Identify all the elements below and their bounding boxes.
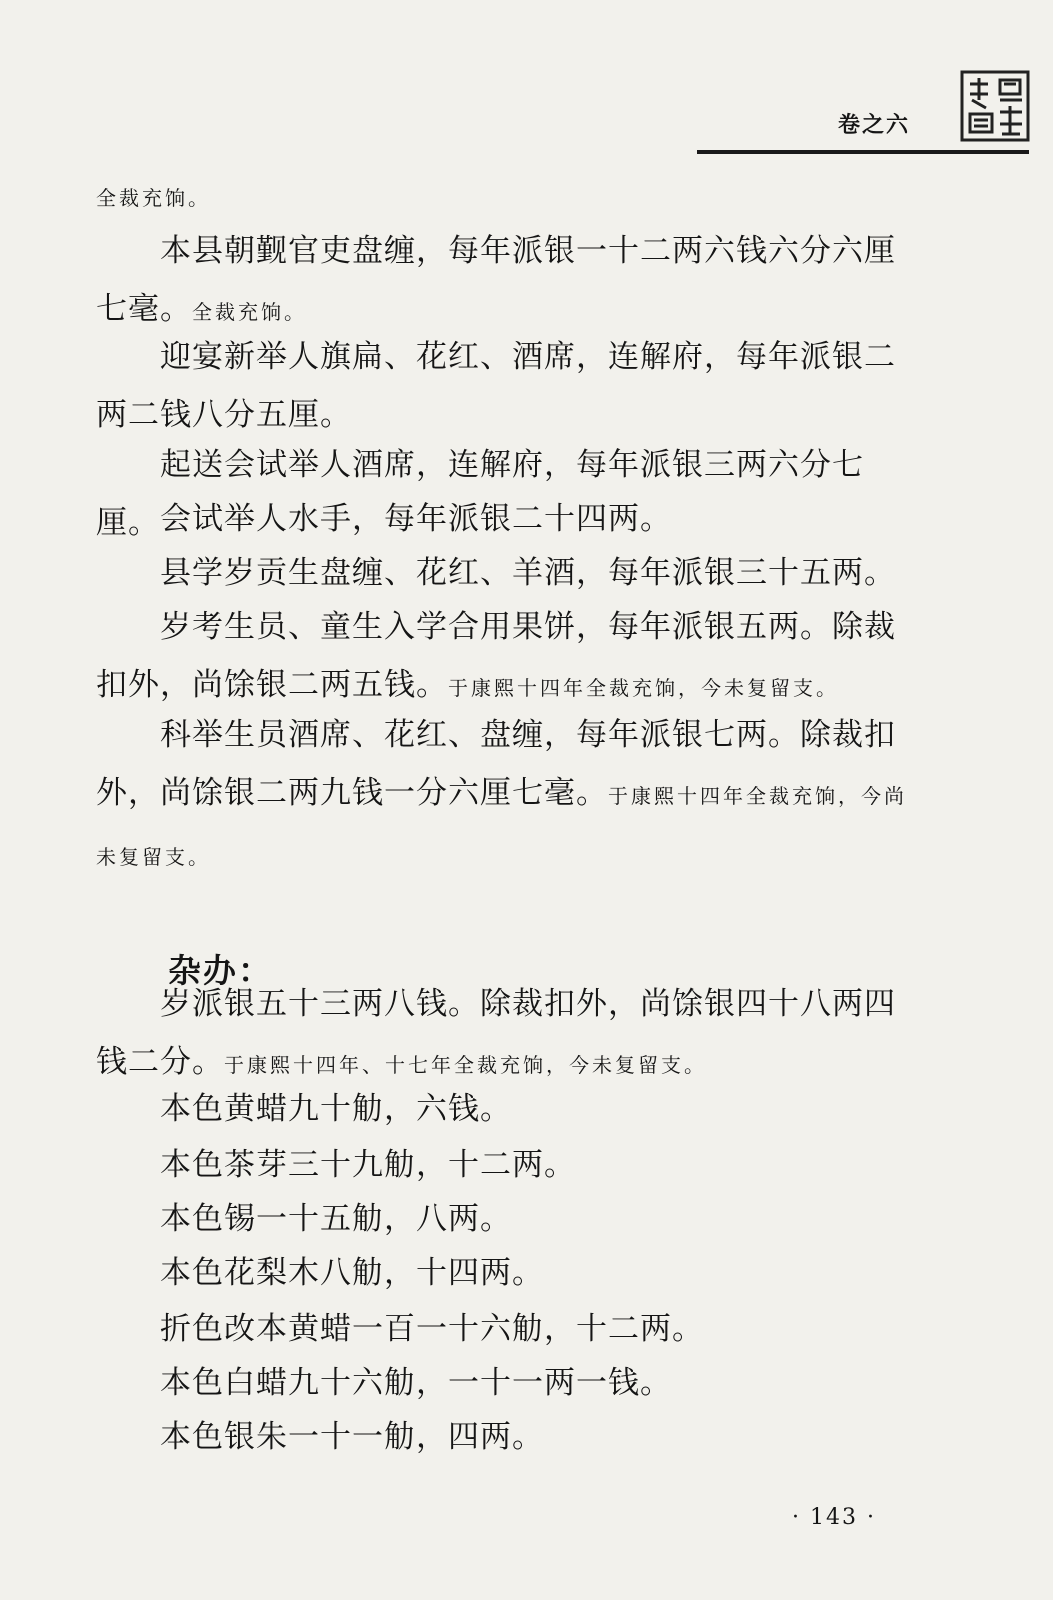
- paragraph-text: 本色银朱一十一觔，四两。: [160, 1419, 544, 1455]
- paragraph: [96, 598, 926, 717]
- paragraph: [96, 1080, 926, 1138]
- paragraph: [96, 544, 926, 602]
- paragraph: [96, 166, 926, 227]
- annotation-note: 全裁充饷。: [192, 300, 307, 324]
- paragraph: [96, 1408, 926, 1466]
- paragraph-text: 本色黄蜡九十觔，六钱。: [160, 1091, 512, 1127]
- paragraph: [96, 1354, 926, 1412]
- paragraph-text: 会试举人水手，每年派银二十四两。: [160, 501, 672, 537]
- paragraph: [96, 222, 926, 341]
- seal-stamp: [960, 70, 1030, 142]
- annotation-note: 于康熙十四年全裁充饷，今尚未复留支。: [96, 784, 907, 869]
- paragraph-text: 科举生员酒席、花红、盘缠，每年派银七两。除裁扣外，尚馀银二两九钱一分六厘七毫。: [96, 717, 896, 811]
- section-title: 杂办：: [168, 951, 273, 990]
- paragraph: [96, 706, 926, 886]
- paragraph-text: 起送会试举人酒席，连解府，每年派银三两六分七厘。: [96, 447, 864, 541]
- annotation-note: 于康熙十四年全裁充饷，今未复留支。: [448, 676, 839, 700]
- paragraph-text: 本色茶芽三十九觔，十二两。: [160, 1147, 576, 1183]
- seal-icon: [960, 70, 1030, 142]
- paragraph: [96, 490, 926, 548]
- paragraph-text: 本色花梨木八觔，十四两。: [160, 1255, 544, 1291]
- paragraph-text: 岁派银五十三两八钱。除裁扣外，尚馀银四十八两四钱二分。: [96, 986, 896, 1080]
- paragraph-text: 本县朝觐官吏盘缠，每年派银一十二两六钱六分六厘七毫。: [96, 233, 896, 327]
- paragraph-text: 本色锡一十五觔，八两。: [160, 1201, 512, 1237]
- paragraph: [96, 328, 926, 444]
- paragraph-text: 县学岁贡生盘缠、花红、羊酒，每年派银三十五两。: [160, 555, 896, 591]
- header-rule: [697, 150, 1029, 154]
- paragraph: [96, 1300, 926, 1358]
- paragraph: [96, 1190, 926, 1248]
- paragraph-text: 迎宴新举人旗扁、花红、酒席，连解府，每年派银二两二钱八分五厘。: [96, 339, 896, 433]
- page-number: · 143 ·: [792, 1505, 876, 1530]
- paragraph: [96, 1244, 926, 1302]
- paragraph: [96, 1136, 926, 1194]
- paragraph-text: 本色白蜡九十六觔，一十一两一钱。: [160, 1365, 672, 1401]
- paragraph: [96, 975, 926, 1094]
- annotation-note: 全裁充饷。: [96, 186, 211, 210]
- annotation-note: 于康熙十四年、十七年全裁充饷，今未复留支。: [224, 1053, 707, 1077]
- paragraph-text: 折色改本黄蜡一百一十六觔，十二两。: [160, 1311, 704, 1347]
- running-head: 卷之六: [838, 113, 911, 138]
- paragraph-text: 岁考生员、童生入学合用果饼，每年派银五两。除裁扣外，尚馀银二两五钱。: [96, 609, 896, 703]
